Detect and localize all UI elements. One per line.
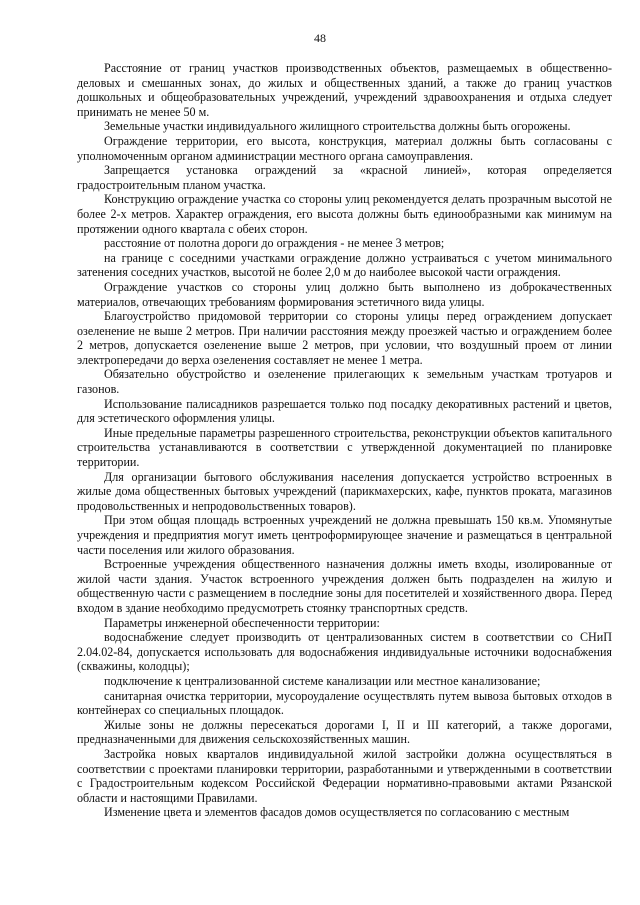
- paragraph: Иные предельные параметры разрешенного строительства, реконструкции объектов капитального строительства устанавливаются в соответствии с утвержденной документацией по планировке территории.: [77, 425, 612, 470]
- paragraph: на границе с соседними участками ограждение должно устраиваться с учетом минимального затенения соседних участков, высотой не более 2,0 м до наиболее высокой части ограждения.: [77, 250, 612, 280]
- paragraph: Обязательно обустройство и озеленение прилегающих к земельным участкам тротуаров и газонов.: [77, 367, 612, 397]
- paragraph: Жилые зоны не должны пересекаться дорогами I, II и III категорий, а также дорогами, предназначенными для движения сельскохозяйственных машин.: [77, 717, 612, 747]
- paragraph: Параметры инженерной обеспеченности территории:: [104, 615, 380, 630]
- document-body: [77, 61, 612, 820]
- paragraph: Ограждение территории, его высота, конструкция, материал должны быть согласованы с уполномоченным органом администрации местного органа самоуправления.: [77, 133, 612, 163]
- paragraph: Застройка новых кварталов индивидуальной жилой застройки должна осуществляться в соответствии с проектами планировки территории, разработанными и утвержденными в соответствии с Градостроительным кодексом Российской Федерации нормативно-правовыми актами Рязанской области и настоящими Правилами.: [77, 746, 612, 805]
- paragraph: водоснабжение следует производить от централизованных систем в соответствии со СНиП 2.04.02-84, допускается использовать для водоснабжения индивидуальные источники водоснабжения (скважины, колодцы);: [77, 630, 612, 674]
- paragraph: подключение к централизованной системе канализации или местное канализование;: [104, 673, 541, 688]
- paragraph: Запрещается установка ограждений за «красной линией», которая определяется градостроительным планом участка.: [77, 163, 612, 192]
- paragraph: Изменение цвета и элементов фасадов домов осуществляется по согласованию с местным: [104, 805, 570, 820]
- paragraph: Конструкцию ограждение участка со стороны улиц рекомендуется делать прозрачным высотой не более 2-х метров. Характер ограждения, его высота должны быть единообразными как минимум на протяжении одного квартала с обеих сторон.: [77, 192, 612, 236]
- paragraph: санитарная очистка территории, мусороудаление осуществлять путем вывоза бытовых отходов в контейнерах со специальных площадок.: [77, 688, 612, 718]
- paragraph: Расстояние от границ участков производственных объектов, размещаемых в общественно-деловых и смешанных зонах, до жилых и общественных зданий, а также до границ участков дошкольных и общеобразовательных учреждений, учреждений здравоохранения и отдыха следует принимать не менее 50 м.: [77, 61, 612, 119]
- paragraph: Земельные участки индивидуального жилищного строительства должны быть огорожены.: [104, 119, 571, 134]
- paragraph: Ограждение участков со стороны улиц должно быть выполнено из доброкачественных материалов, отвечающих требованиям формирования эстетичного вида улицы.: [77, 279, 612, 309]
- paragraph: При этом общая площадь встроенных учреждений не должна превышать 150 кв.м. Упомянутые учреждения и предприятия могут иметь центроформирующее значение и размещаться в центральной части поселения или жилого образования.: [77, 513, 612, 557]
- paragraph: Встроенные учреждения общественного назначения должны иметь входы, изолированные от жилой части здания. Участок встроенного учреждения должен быть подразделен на жилую и общественную части с размещением в последние зоны для посетителей и хозяйственного двора. Перед входом в здание необходимо предусмотреть стоянку транспортных средств.: [77, 557, 612, 615]
- paragraph: Для организации бытового обслуживания населения допускается устройство встроенных в жилые дома общественных бытовых учреждений (парикмахерских, кафе, пунктов проката, магазинов продовольственных и непродовольственных товаров).: [77, 469, 612, 513]
- paragraph: расстояние от полотна дороги до ограждения - не менее 3 метров;: [104, 236, 445, 251]
- paragraph: Использование палисадников разрешается только под посадку декоративных растений и цветов, для эстетического оформления улицы.: [77, 396, 612, 426]
- paragraph: Благоустройство придомовой территории со стороны улицы перед ограждением допускает озеленение не выше 2 метров. При наличии расстояния между проезжей частью и ограждением более 2 метров, допускается озеленение выше 2 метров, при условии, что воздушный проем от линии электропередачи до верха озеленения составляет не менее 1 метра.: [77, 309, 612, 367]
- page-number: 48: [314, 31, 326, 45]
